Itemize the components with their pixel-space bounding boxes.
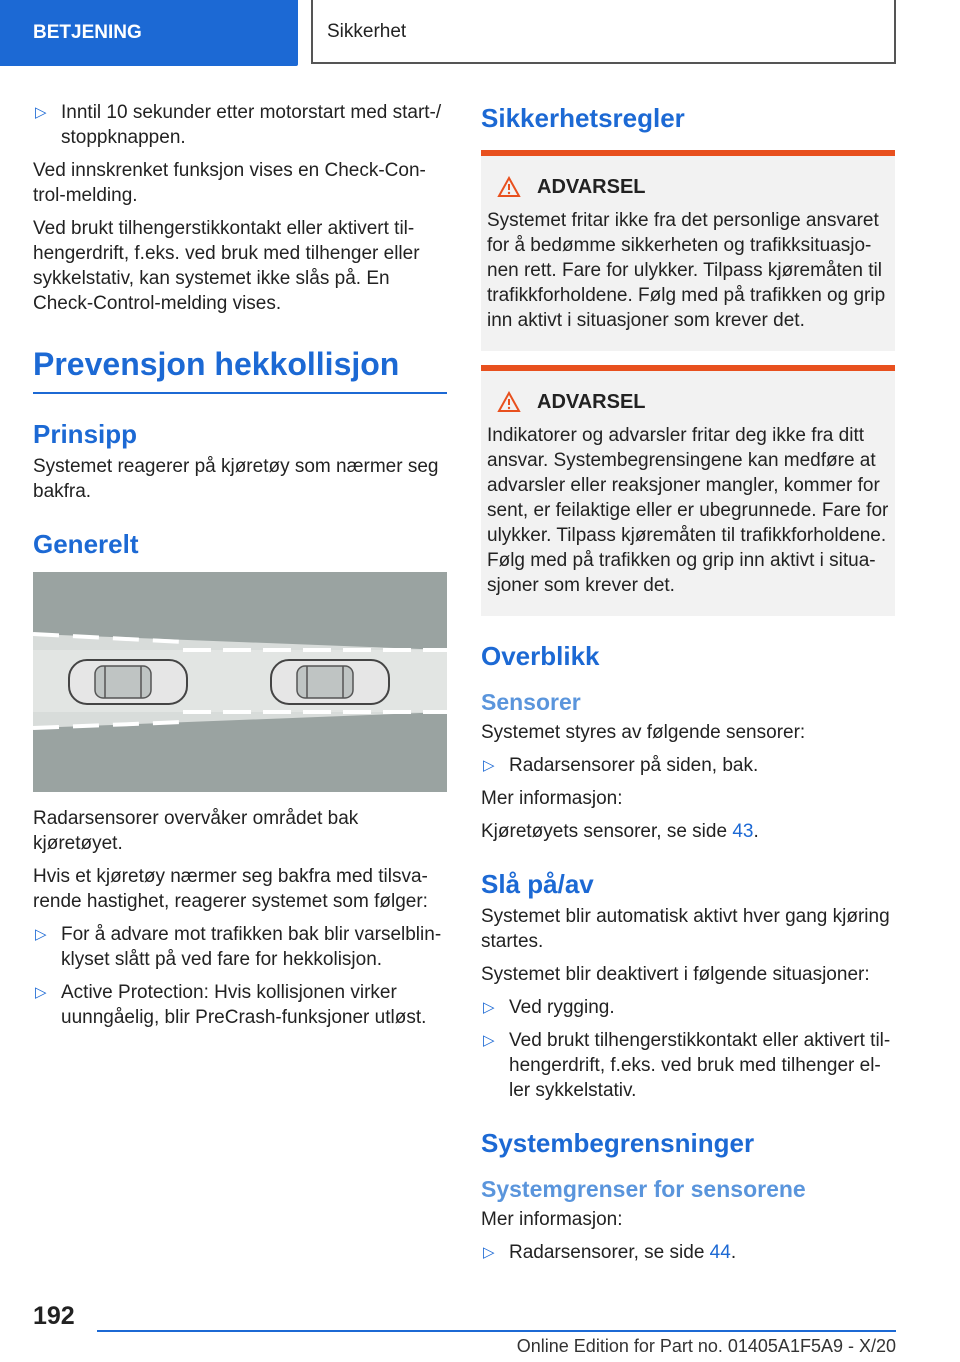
section-heading: Prinsipp <box>33 419 138 449</box>
section-heading: Systembegrensninger <box>481 1128 755 1158</box>
page-number: 192 <box>33 1302 75 1330</box>
triangle-bullet-icon: ▷ <box>35 984 47 1001</box>
warning-box <box>481 365 895 616</box>
paragraph: Ved brukt tilhengerstikkontakt eller aktivert til- hengerdrift, f.eks. ved bruk med tilhenger eller sykkelstativ, kan systemet ikke slås på. En Check-Control-melding vises. <box>33 218 420 314</box>
paragraph: Systemet blir automatisk aktivt hver gang kjøring startes. <box>481 906 890 952</box>
section-heading: Slå på/av <box>481 869 594 899</box>
list-item: ▷ Ved rygging. <box>483 997 615 1018</box>
paragraph: Ved innskrenket funksjon vises en Check-Con- trol-melding. <box>33 160 426 206</box>
page-footer <box>0 1290 960 1362</box>
section-heading: Generelt <box>33 529 139 559</box>
paragraph: Radarsensorer overvåker området bak kjøretøyet. <box>33 808 359 854</box>
page-header <box>0 0 960 66</box>
warning-text: Systemet fritar ikke fra det personlige ansvaret for å bedømme sikkerheten og trafikksituasjo- nen rett. Fare for ulykker. Tilpass kjøremåten til trafikkforholdene. Følg med på trafikken og grip inn aktivt i situasjoner som krever det. <box>487 210 886 331</box>
right-column <box>481 100 895 1273</box>
paragraph: Systemet styres av følgende sensorer: <box>481 722 806 743</box>
list-item: ▷ For å advare mot trafikken bak blir varselblin- klyset slått på ved fare for hekkolisjon. <box>35 924 442 970</box>
paragraph: Systemet reagerer på kjøretøy som nærmer seg bakfra. <box>33 456 439 502</box>
paragraph: Hvis et kjøretøy nærmer seg bakfra med tilsva- rende hastighet, reagerer systemet som følger: <box>33 866 428 912</box>
triangle-bullet-icon: ▷ <box>35 926 47 943</box>
section-heading: Overblikk <box>481 641 600 671</box>
list-item: ▷ Radarsensorer på siden, bak. <box>483 755 759 776</box>
triangle-bullet-icon: ▷ <box>483 757 495 774</box>
triangle-bullet-icon: ▷ <box>35 104 47 121</box>
page-link-43[interactable]: 43 <box>732 821 754 842</box>
triangle-bullet-icon: ▷ <box>483 1244 495 1261</box>
list-item: ▷ Inntil 10 sekunder etter motorstart med start-/ stoppknappen. <box>35 102 442 148</box>
rear-collision-diagram <box>33 572 447 792</box>
left-column <box>33 100 447 1038</box>
subsection-heading: Sensorer <box>481 689 581 715</box>
paragraph: Mer informasjon: <box>481 788 623 809</box>
section-heading: Sikkerhetsregler <box>481 103 685 133</box>
warning-title: ADVARSEL <box>487 174 889 200</box>
footer-rule <box>97 1330 896 1332</box>
page-link-44[interactable]: 44 <box>709 1242 731 1263</box>
list-item: ▷ Radarsensorer, se side 44. <box>483 1242 737 1263</box>
list-item: ▷ Ved brukt tilhengerstikkontakt eller aktivert til- hengerdrift, f.eks. ved bruk med tilhenger el- ler sykkelstativ. <box>483 1030 891 1101</box>
edition-text: Online Edition for Part no. 01405A1F5A9 - X/20 <box>516 1336 896 1356</box>
warning-triangle-icon <box>497 176 521 198</box>
chapter-heading: Prevensjon hekkollisjon <box>33 344 447 394</box>
warning-triangle-icon <box>497 391 521 413</box>
subsection-heading: Systemgrenser for sensorene <box>481 1176 806 1202</box>
chapter-tab: BETJENING <box>0 0 298 66</box>
warning-text: Indikatorer og advarsler fritar deg ikke fra ditt ansvar. Systembegrensingene kan medføre at advarsler eller reaksjoner mangler, kommer for sent, er feilaktige eller er ubegrunnede. Fare for ulykker. Tilpass kjøremåten til trafikkforholdene. Følg med på trafikken og grip inn aktivt i situa- sjoner som krever det. <box>487 425 889 596</box>
car-front-icon <box>271 660 389 704</box>
car-rear-icon <box>69 660 187 704</box>
warning-box <box>481 150 895 351</box>
triangle-bullet-icon: ▷ <box>483 1032 495 1049</box>
list-item: ▷ Active Protection: Hvis kollisjonen virker uunngåelig, blir PreCrash-funksjoner utløst. <box>35 982 427 1028</box>
paragraph: Mer informasjon: <box>481 1209 623 1230</box>
section-tab: Sikkerhet <box>311 0 896 64</box>
warning-title: ADVARSEL <box>487 389 889 415</box>
paragraph: Kjøretøyets sensorer, se side 43. <box>481 821 759 842</box>
paragraph: Systemet blir deaktivert i følgende situasjoner: <box>481 964 870 985</box>
triangle-bullet-icon: ▷ <box>483 999 495 1016</box>
